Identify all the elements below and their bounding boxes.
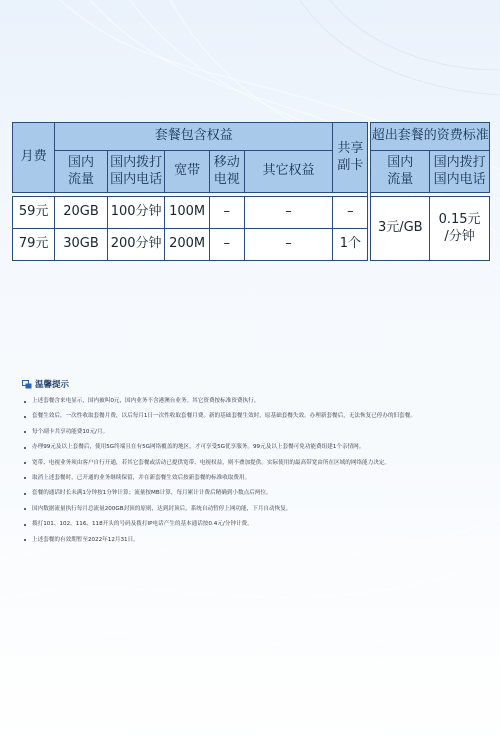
overage-header: 超出套餐的资费标准 (371, 123, 490, 151)
row-broadband: 100M (165, 197, 209, 229)
list-item: 上述套餐的有效期暂至2022年12月31日。 (22, 537, 482, 544)
row-shared: 1个 (333, 229, 368, 261)
row-tv: – (209, 229, 244, 261)
domestic-calls-header: 国内拨打 国内电话 (107, 151, 165, 193)
tips-title: 温馨提示 (35, 380, 70, 390)
list-item: 办理99元及以上套餐后，使用5G终端且在有5G网络覆盖的地区，才可享受5G优享服务。99元及以上套餐可免功能费组建1个亲情网。 (22, 444, 482, 451)
domestic-data-header: 国内 流量 (55, 151, 108, 193)
list-item: 宽带、电视业务须由客户自行开通，若其它套餐或活动已提供宽带、电视权益，则不叠加提供。实际使用的最高带宽由所在区域的网络能力决定。 (22, 460, 482, 467)
list-item: 取消上述套餐时，已开通的业务继续保留，并在新套餐生效后按新套餐的标准收取费用。 (22, 475, 482, 482)
row-other: – (244, 229, 333, 261)
tips-list (22, 398, 482, 544)
list-item: 套餐生效后，一次性收取套餐月费，以后每月1日一次性收取套餐月费。新的基础套餐生效时，原基础套餐失效。办理新套餐后，无法恢复已停办的旧套餐。 (22, 413, 482, 420)
package-rights-header: 套餐包含权益 (55, 123, 333, 151)
overage-call-price: 0.15元 /分钟 (430, 197, 490, 261)
list-item: 每个副卡共享功能费10元/月。 (22, 429, 482, 436)
overage-data-header: 国内 流量 (371, 151, 430, 193)
row-tv: – (209, 197, 244, 229)
overage-calls-header: 国内拨打 国内电话 (430, 151, 490, 193)
row-data: 30GB (55, 229, 108, 261)
row-shared: – (333, 197, 368, 229)
row-data: 20GB (55, 197, 108, 229)
row-calls: 200分钟 (107, 229, 165, 261)
row-broadband: 200M (165, 229, 209, 261)
list-item: 上述套餐含来电显示，国内被叫0元，国内业务不含港澳台业务。其它资费按标准资费执行。 (22, 398, 482, 405)
list-item: 国内数据流量执行每月总流量200GB封顶的原则，达到封顶后，系统自动暂停上网功能，下月自动恢复。 (22, 506, 482, 513)
table-row (13, 197, 490, 229)
row-calls: 100分钟 (107, 197, 165, 229)
tips-heading (22, 378, 482, 390)
other-rights-header: 其它权益 (244, 151, 333, 193)
tips-section (22, 378, 482, 552)
row-fee: 79元 (13, 229, 55, 261)
plan-table (12, 122, 490, 261)
list-item: 拨打101、102、116、118开头的号码及拨打IP电话产生的基本通话按0.4元/分钟计费。 (22, 521, 482, 528)
row-other: – (244, 197, 333, 229)
monthly-fee-header: 月费 (13, 123, 55, 193)
row-fee: 59元 (13, 197, 55, 229)
broadband-header: 宽带 (165, 151, 209, 193)
overage-data-price: 3元/GB (371, 197, 430, 261)
mobile-tv-header: 移动 电视 (209, 151, 244, 193)
list-item: 套餐的通话时长未满1分钟按1分钟计算；流量按MB计算，每月累计计费后精确到小数点后两位。 (22, 490, 482, 497)
shared-card-header: 共享 副卡 (333, 123, 368, 193)
tips-icon (22, 380, 32, 389)
